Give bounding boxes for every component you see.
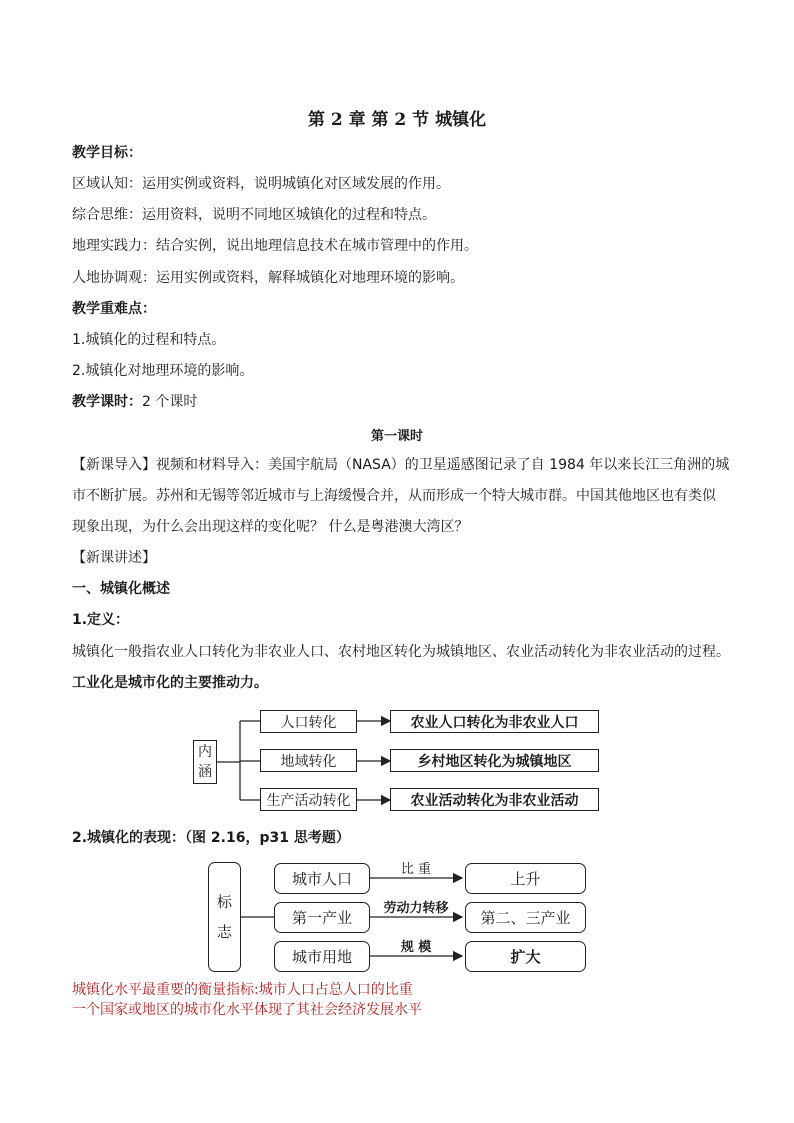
objective-item: 人地协调观：运用实例或资料，解释城镇化对地理环境的影响。 (72, 270, 464, 286)
definition-text: 城镇化一般指农业人口转化为非农业人口、农村地区转化为城镇地区、农业活动转化为非农业活动的过程。 (72, 644, 730, 660)
objective-item: 综合思维：运用资料，说明不同地区城镇化的过程和特点。 (72, 207, 436, 223)
diagram2-right-box: 上升 (465, 863, 586, 894)
arrow-label: 比 重 (400, 862, 432, 877)
diagram1-left-box: 地域转化 (260, 749, 357, 772)
hours-label: 教学课时： (72, 394, 142, 410)
diagram2-root-char: 标 (216, 893, 232, 911)
diagram2-left-box: 第一产业 (274, 902, 370, 933)
key-point-item: 2.城镇化对地理环境的影响。 (72, 363, 254, 379)
diagram1-right-box: 乡村地区转化为城镇地区 (390, 749, 599, 772)
intro-line: 【新课导入】视频和材料导入：美国宇航局（NASA）的卫星遥感图记录了自 1984 年以来长江三角洲的城 (72, 457, 730, 473)
intro-line: 市不断扩展。苏州和无锡等邻近城市与上海缓慢合并，从而形成一个特大城市群。中国其他地区也有类似 (72, 488, 716, 504)
note-line: 城镇化水平最重要的衡量指标:城市人口占总人口的比重 (72, 982, 413, 998)
diagram2-right-box: 第二、三产业 (465, 902, 586, 933)
key-point-item: 1.城镇化的过程和特点。 (72, 332, 226, 348)
diagram1-root-char: 内 (198, 744, 212, 760)
section-heading: 一、城镇化概述 (72, 581, 170, 597)
diagram2-root (208, 862, 241, 972)
objective-item: 地理实践力：结合实例，说出地理信息技术在城市管理中的作用。 (72, 238, 478, 254)
key-points-heading: 教学重难点： (72, 301, 156, 317)
diagram1-left-box: 生产活动转化 (260, 788, 357, 811)
diagram1-right-box: 农业人口转化为非农业人口 (390, 710, 599, 733)
driver-text: 工业化是城市化的主要推动力。 (72, 675, 268, 691)
diagram2-left-box: 城市人口 (274, 863, 370, 894)
objectives-heading: 教学目标： (72, 145, 142, 161)
diagram1-right-box: 农业活动转化为非农业活动 (390, 788, 599, 811)
arrow-label: 劳动力转移 (383, 901, 449, 916)
intro-line: 现象出现，为什么会出现这样的变化呢？ 什么是粤港澳大湾区？ (72, 519, 469, 535)
definition-heading: 1.定义： (72, 612, 130, 628)
diagram2-left-box: 城市用地 (274, 941, 370, 972)
page-title: 第 2 章 第 2 节 城镇化 (307, 110, 487, 130)
note-line: 一个国家或地区的城市化水平体现了其社会经济发展水平 (72, 1002, 422, 1018)
arrow-label: 规 模 (400, 940, 432, 955)
diagram1-root-char: 涵 (198, 764, 212, 780)
lesson-title: 第一课时 (370, 429, 423, 444)
diagram2-right-box: 扩大 (465, 941, 586, 972)
diagram2-root-char: 志 (216, 923, 232, 941)
objective-item: 区域认知：运用实例或资料，说明城镇化对区域发展的作用。 (72, 176, 450, 192)
hours-value: 2 个课时 (142, 394, 198, 410)
performance-heading: 2.城镇化的表现：（图 2.16，p31 思考题） (72, 830, 350, 846)
new-lesson-label: 【新课讲述】 (72, 550, 156, 566)
diagram1-left-box: 人口转化 (260, 710, 357, 733)
